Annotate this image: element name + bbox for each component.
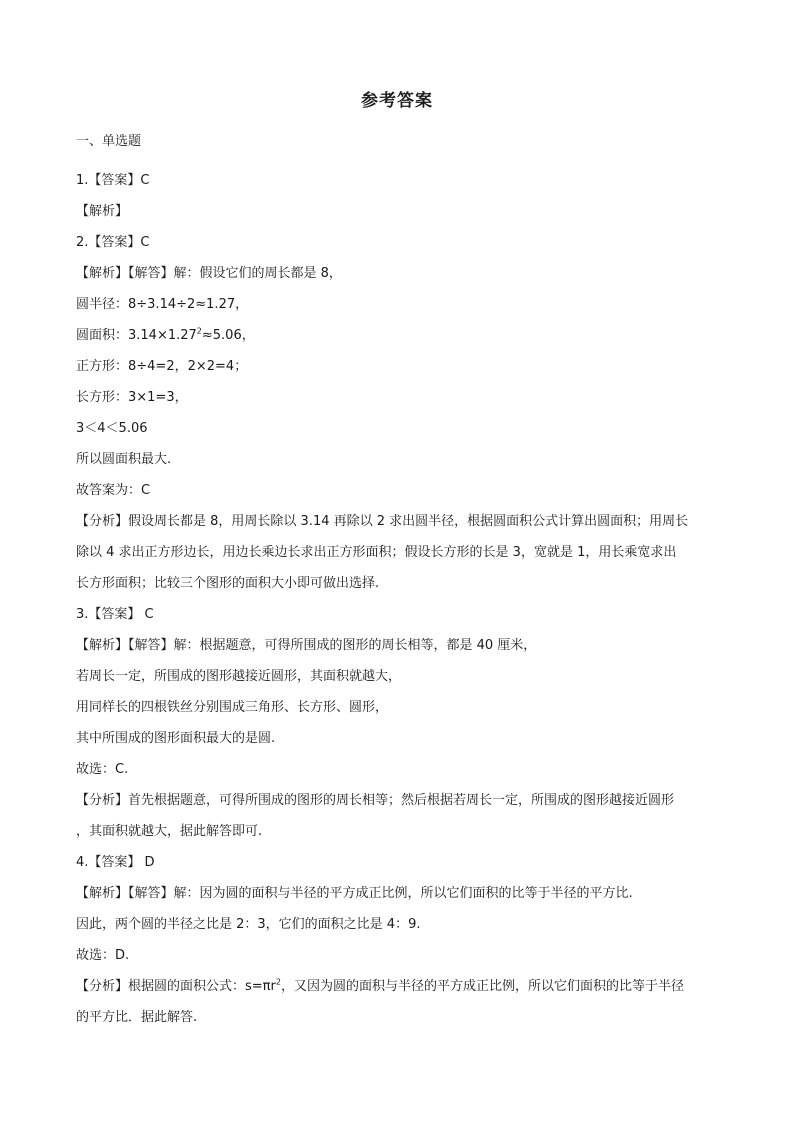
q2-analysis-line: 【分析】假设周长都是 8，用周长除以 3.14 再除以 2 求出圆半径，根据圆面积公式计算出圆面积；用周长 — [76, 514, 689, 529]
q4-answer: 4.【答案】 D — [76, 855, 155, 870]
page-title: 参考答案 — [361, 91, 433, 111]
q3-analysis-line: 【分析】首先根据题意，可得所围成的图形的周长相等；然后根据若周长一定，所围成的图形越接近圆形 — [76, 793, 675, 808]
q2-answer: 2.【答案】C — [76, 235, 150, 250]
q2-solution-line: 长方形：3×1=3， — [76, 390, 188, 405]
q4-final-answer: 故选：D. — [76, 948, 130, 963]
q3-solution-line: 【解析】【解答】解：根据题意，可得所围成的图形的周长相等，都是 40 厘米， — [76, 638, 537, 653]
q2-final-answer: 故答案为：C — [76, 483, 151, 498]
q3-analysis-line: ，其面积就越大，据此解答即可. — [76, 824, 263, 839]
q2-l3-post: ≈5.06， — [201, 328, 255, 343]
q3-solution-line: 若周长一定，所围成的图形越接近圆形，其面积就越大， — [76, 669, 402, 684]
q3-final-answer: 故选：C. — [76, 762, 129, 777]
q4-a1-post: ，又因为圆的面积与半径的平方成正比例，所以它们面积的比等于半径 — [280, 979, 684, 994]
section-heading: 一、单选题 — [76, 134, 142, 149]
q4-solution-line: 【解析】【解答】解：因为圆的面积与半径的平方成正比例，所以它们面积的比等于半径的平方比. — [76, 886, 633, 901]
q3-solution-line: 其中所围成的图形面积最大的是圆. — [76, 731, 276, 746]
q1-analysis: 【解析】 — [76, 204, 129, 219]
q2-solution-line — [76, 327, 255, 345]
q2-solution-line: 正方形：8÷4=2，2×2=4； — [76, 359, 248, 374]
q4-solution-line: 因此，两个圆的半径之比是 2：3，它们的面积之比是 4：9. — [76, 917, 421, 932]
q2-l3-pre: 圆面积：3.14×1.27 — [76, 328, 197, 343]
q2-solution-line: 3＜4＜5.06 — [76, 421, 148, 436]
q2-l3-sup: 2 — [196, 326, 202, 336]
q4-a1-pre: 【分析】根据圆的面积公式：s=πr — [76, 979, 276, 994]
q2-solution-line: 所以圆面积最大. — [76, 452, 172, 467]
q3-answer: 3.【答案】 C — [76, 607, 154, 622]
q4-analysis-line: 的平方比．据此解答. — [76, 1010, 198, 1025]
q2-solution-line: 【解析】【解答】解：假设它们的周长都是 8， — [76, 266, 342, 281]
q2-analysis-line: 除以 4 求出正方形边长，用边长乘边长求出正方形面积；假设长方形的长是 3，宽就是 1，用长乘宽求出 — [76, 545, 677, 560]
q3-solution-line: 用同样长的四根铁丝分别围成三角形、长方形、圆形， — [76, 700, 389, 715]
q1-answer: 1.【答案】C — [76, 173, 150, 188]
q4-analysis-line — [76, 978, 684, 996]
q4-a1-sup: 2 — [275, 977, 281, 987]
q2-analysis-line: 长方形面积；比较三个图形的面积大小即可做出选择. — [76, 576, 380, 591]
q2-solution-line: 圆半径：8÷3.14÷2≈1.27， — [76, 297, 249, 312]
